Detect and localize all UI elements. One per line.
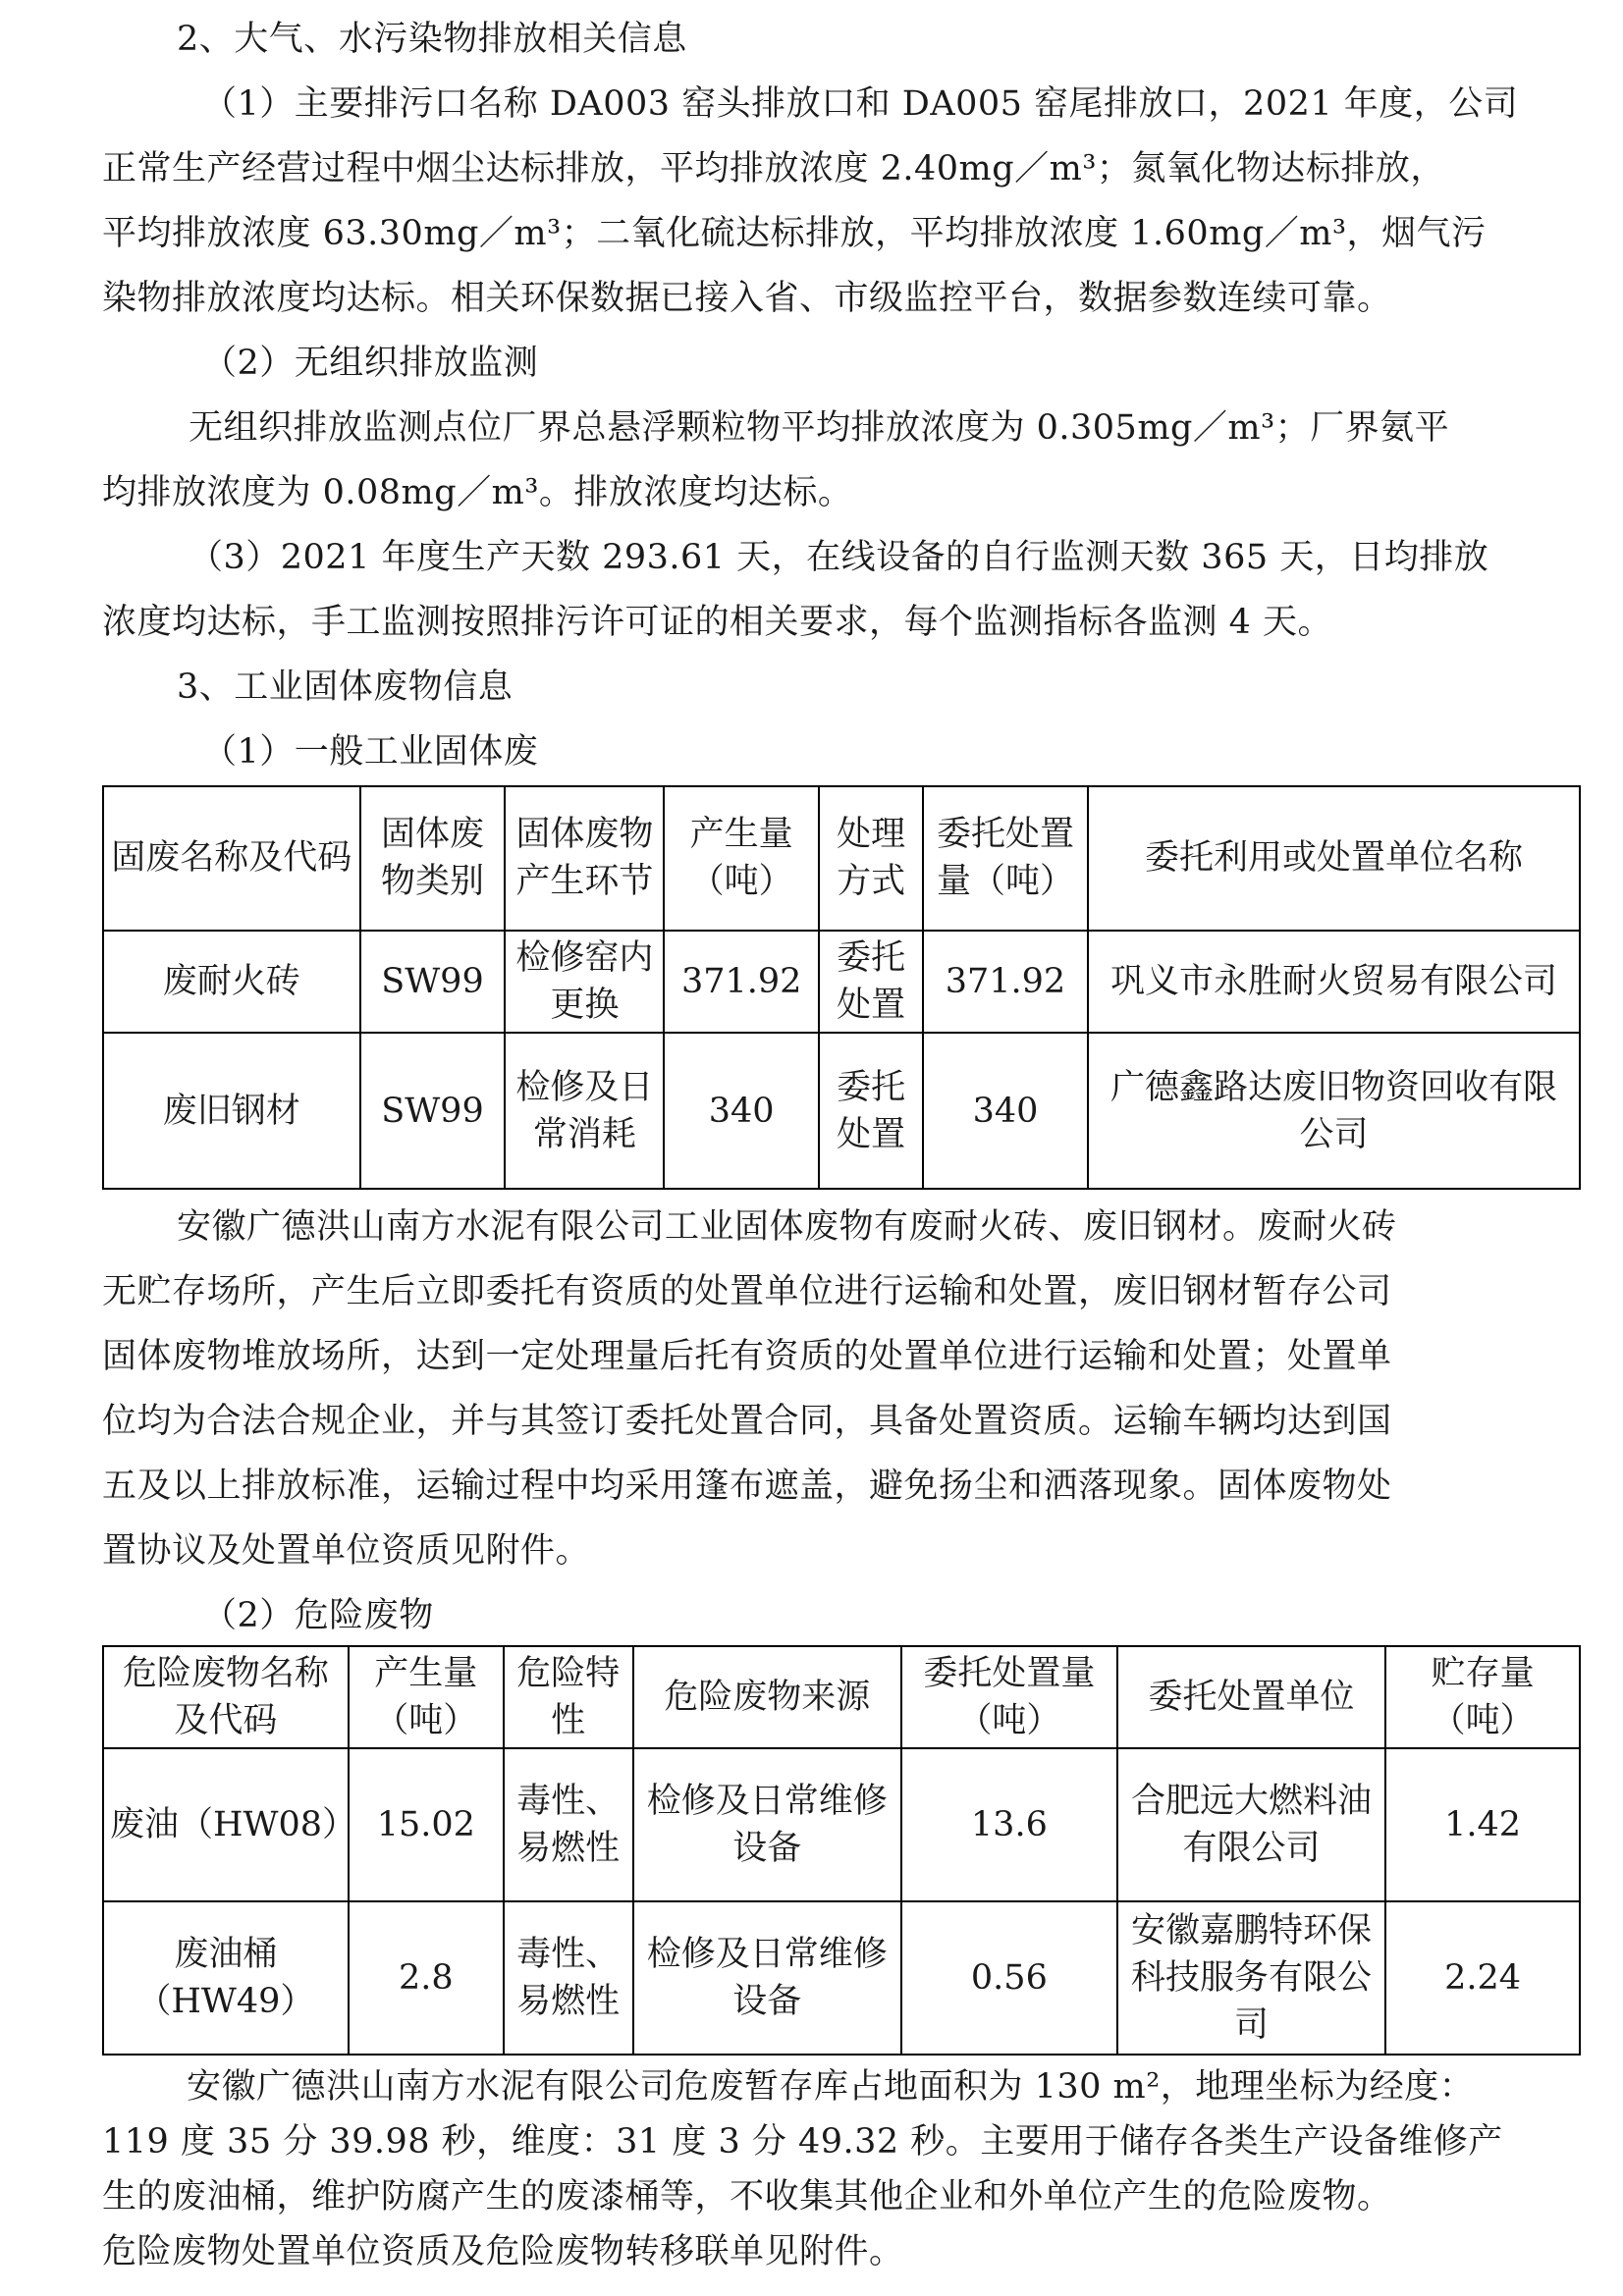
table-cell: 0.56 xyxy=(901,1901,1117,2055)
table-row xyxy=(103,1748,1580,1901)
paragraph-line: 生的废油桶，维护防腐产生的废漆桶等，不收集其他企业和外单位产生的危险废物。 xyxy=(102,2177,1392,2216)
table-header-cell: 危险废物来源 xyxy=(633,1646,901,1748)
table-cell: SW99 xyxy=(360,1033,506,1189)
paragraph-line: 119 度 35 分 39.98 秒，维度：31 度 3 分 49.32 秒。主要用于储存各类生产设备维修产 xyxy=(102,2122,1503,2162)
table-cell: 委托处置 xyxy=(819,931,923,1034)
paragraph-line: 危险废物处置单位资质及危险废物转移联单见附件。 xyxy=(102,2232,904,2271)
table-cell: 15.02 xyxy=(349,1748,504,1901)
paragraph-line: 正常生产经营过程中烟尘达标排放，平均排放浓度 2.40mg／m³；氮氧化物达标排放， xyxy=(102,149,1445,188)
table-cell: 340 xyxy=(923,1033,1088,1189)
subheading: （2）无组织排放监测 xyxy=(202,344,539,383)
table-cell: 废耐火砖 xyxy=(103,931,360,1034)
paragraph-line: 染物排放浓度均达标。相关环保数据已接入省、市级监控平台，数据参数连续可靠。 xyxy=(102,279,1392,318)
paragraph-line: 均排放浓度为 0.08mg／m³。排放浓度均达标。 xyxy=(102,473,853,512)
table-cell: SW99 xyxy=(360,931,506,1034)
table-cell: 340 xyxy=(664,1033,819,1189)
table-cell: 毒性、易燃性 xyxy=(504,1748,633,1901)
table-header-cell: 委托处置量（吨） xyxy=(923,786,1088,931)
table-cell: 1.42 xyxy=(1385,1748,1580,1901)
table-header-cell: 固废名称及代码 xyxy=(103,786,360,931)
paragraph-line: 固体废物堆放场所，达到一定处理量后托有资质的处置单位进行运输和处置；处置单 xyxy=(102,1337,1392,1376)
paragraph-line: 安徽广德洪山南方水泥有限公司危废暂存库占地面积为 130 m²，地理坐标为经度： xyxy=(187,2067,1475,2107)
table-cell: 广德鑫路达废旧物资回收有限公司 xyxy=(1088,1033,1580,1189)
table-cell: 废油桶（HW49） xyxy=(103,1901,349,2055)
paragraph-line: 安徽广德洪山南方水泥有限公司工业固体废物有废耐火砖、废旧钢材。废耐火砖 xyxy=(177,1207,1397,1247)
paragraph-line: 置协议及处置单位资质见附件。 xyxy=(102,1531,591,1571)
table-header-cell: 处理方式 xyxy=(819,786,923,931)
table-cell: 2.8 xyxy=(349,1901,504,2055)
general-solid-waste-table xyxy=(102,785,1581,1190)
table-header-cell: 委托处置量（吨） xyxy=(901,1646,1117,1748)
table-cell: 2.24 xyxy=(1385,1901,1580,2055)
paragraph-line: 位均为合法合规企业，并与其签订委托处置合同，具备处置资质。运输车辆均达到国 xyxy=(102,1402,1392,1441)
paragraph-line: （3）2021 年度生产天数 293.61 天，在线设备的自行监测天数 365 天，日均排放 xyxy=(189,538,1489,577)
paragraph-line: 浓度均达标，手工监测按照排污许可证的相关要求，每个监测指标各监测 4 天。 xyxy=(102,603,1333,642)
hazardous-waste-table xyxy=(102,1645,1581,2056)
table-cell: 检修及日常维修设备 xyxy=(633,1748,901,1901)
paragraph-line: 平均排放浓度 63.30mg／m³；二氧化硫达标排放，平均排放浓度 1.60mg／m³，烟气污 xyxy=(102,214,1487,253)
table-cell: 合肥远大燃料油有限公司 xyxy=(1117,1748,1385,1901)
table-header-row xyxy=(103,786,1580,931)
subheading: （2）危险废物 xyxy=(202,1596,434,1635)
paragraph-line: 无组织排放监测点位厂界总悬浮颗粒物平均排放浓度为 0.305mg／m³；厂界氨平 xyxy=(189,408,1450,448)
table-header-row xyxy=(103,1646,1580,1748)
table-header-cell: 危险废物名称及代码 xyxy=(103,1646,349,1748)
table-header-cell: 危险特性 xyxy=(504,1646,633,1748)
table-header-cell: 固体废物产生环节 xyxy=(505,786,664,931)
table-cell: 废油（HW08） xyxy=(103,1748,349,1901)
table-row xyxy=(103,1033,1580,1189)
table-row xyxy=(103,931,1580,1034)
table-cell: 巩义市永胜耐火贸易有限公司 xyxy=(1088,931,1580,1034)
subheading: （1）一般工业固体废 xyxy=(202,732,539,772)
section-2-title: 2、大气、水污染物排放相关信息 xyxy=(177,20,687,59)
paragraph-line: 五及以上排放标准，运输过程中均采用篷布遮盖，避免扬尘和洒落现象。固体废物处 xyxy=(102,1467,1392,1506)
table-cell: 安徽嘉鹏特环保科技服务有限公司 xyxy=(1117,1901,1385,2055)
table-header-cell: 固体废物类别 xyxy=(360,786,506,931)
table-cell: 13.6 xyxy=(901,1748,1117,1901)
table-header-cell: 委托处置单位 xyxy=(1117,1646,1385,1748)
table-cell: 检修及日常维修设备 xyxy=(633,1901,901,2055)
table-cell: 371.92 xyxy=(923,931,1088,1034)
table-header-cell: 委托利用或处置单位名称 xyxy=(1088,786,1580,931)
paragraph-line: （1）主要排污口名称 DA003 窑头排放口和 DA005 窑尾排放口，2021 年度，公司 xyxy=(202,84,1519,124)
table-cell: 检修窑内更换 xyxy=(505,931,664,1034)
paragraph-line: 无贮存场所，产生后立即委托有资质的处置单位进行运输和处置，废旧钢材暂存公司 xyxy=(102,1272,1392,1311)
table-header-cell: 产生量（吨） xyxy=(349,1646,504,1748)
table-header-cell: 贮存量（吨） xyxy=(1385,1646,1580,1748)
table-cell: 废旧钢材 xyxy=(103,1033,360,1189)
table-cell: 检修及日常消耗 xyxy=(505,1033,664,1189)
table-cell: 371.92 xyxy=(664,931,819,1034)
table-cell: 毒性、易燃性 xyxy=(504,1901,633,2055)
table-row xyxy=(103,1901,1580,2055)
table-header-cell: 产生量（吨） xyxy=(664,786,819,931)
table-cell: 委托处置 xyxy=(819,1033,923,1189)
section-3-title: 3、工业固体废物信息 xyxy=(177,667,514,707)
